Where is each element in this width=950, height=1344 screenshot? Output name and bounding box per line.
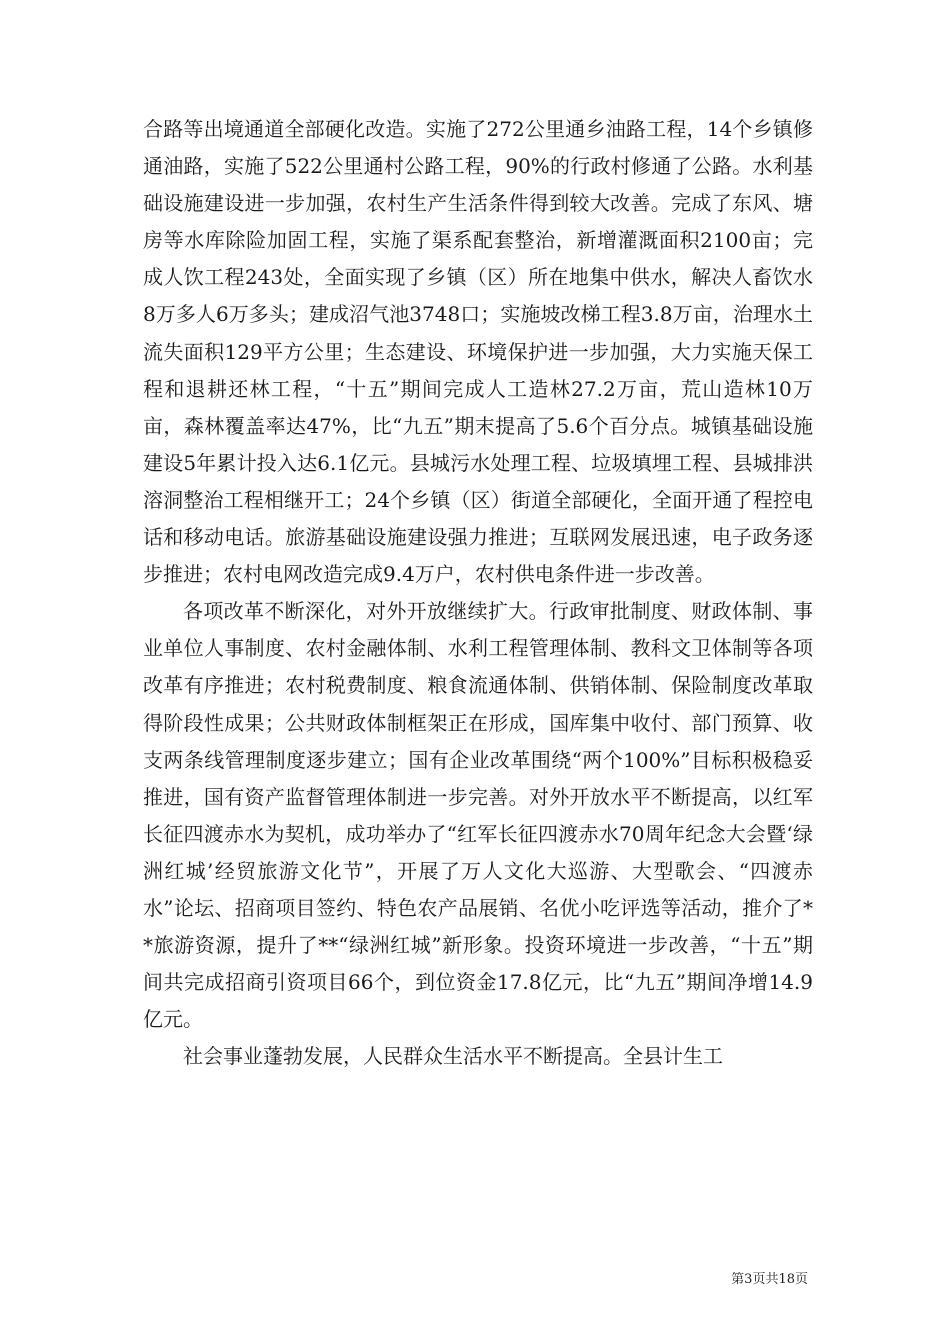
paragraph-reform: 各项改革不断深化，对外开放继续扩大。行政审批制度、财政体制、事业单位人事制度、农村金融体制、水利工程管理体制、教科文卫体制等各项改革有序推进；农村税费制度、粮食流通体制、供销体制、保险制度改革取得阶段性成果；公共财政体制框架正在形成，国库集中收付、部门预算、收支两条线管理制度逐步建立；国有企业改革围绕“两个100%”目标积极稳妥推进，国有资产监督管理体制进一步完善。对外开放水平不断提高，以红军长征四渡赤水为契机，成功举办了“红军长征四渡赤水70周年纪念大会暨‘绿洲红城’经贸旅游文化节”，开展了万人文化大巡游、大型歌会、“四渡赤水”论坛、招商项目签约、特色农产品展销、名优小吃评选等活动，推介了**旅游资源，提升了**“绿洲红城”新形象。投资环境进一步改善，“十五”期间共完成招商引资项目66个，到位资金17.8亿元，比“九五”期间净增14.9亿元。 — [143, 599, 813, 1032]
paragraph-social: 社会事业蓬勃发展，人民群众生活水平不断提高。全县计生工 — [183, 1044, 723, 1069]
page-number: 第3页共18页 — [731, 1272, 808, 1287]
document-body — [143, 111, 813, 1075]
paragraph-infrastructure: 合路等出境通道全部硬化改造。实施了272公里通乡油路工程，14个乡镇修通油路，实施了522公里通村公路工程，90%的行政村修通了公路。水利基础设施建设进一步加强，农村生产生活条件得到较大改善。完成了东风、塘房等水库除险加固工程，实施了渠系配套整治，新增灌溉面积2100亩；完成人饮工程243处，全面实现了乡镇（区）所在地集中供水，解决人畜饮水8万多人6万多头；建成沼气池3748口；实施坡改梯工程3.8万亩，治理水土流失面积129平方公里；生态建设、环境保护进一步加强，大力实施天保工程和退耕还林工程，“十五”期间完成人工造林27.2万亩，荒山造林10万亩，森林覆盖率达47%，比“九五”期末提高了5.6个百分点。城镇基础设施建设5年累计投入达6.1亿元。县城污水处理工程、垃圾填埋工程、县城排洪溶洞整治工程相继开工；24个乡镇（区）街道全部硬化，全面开通了程控电话和移动电话。旅游基础设施建设强力推进；互联网发展迅速，电子政务逐步推进；农村电网改造完成9.4万户，农村供电条件进一步改善。 — [143, 117, 813, 587]
